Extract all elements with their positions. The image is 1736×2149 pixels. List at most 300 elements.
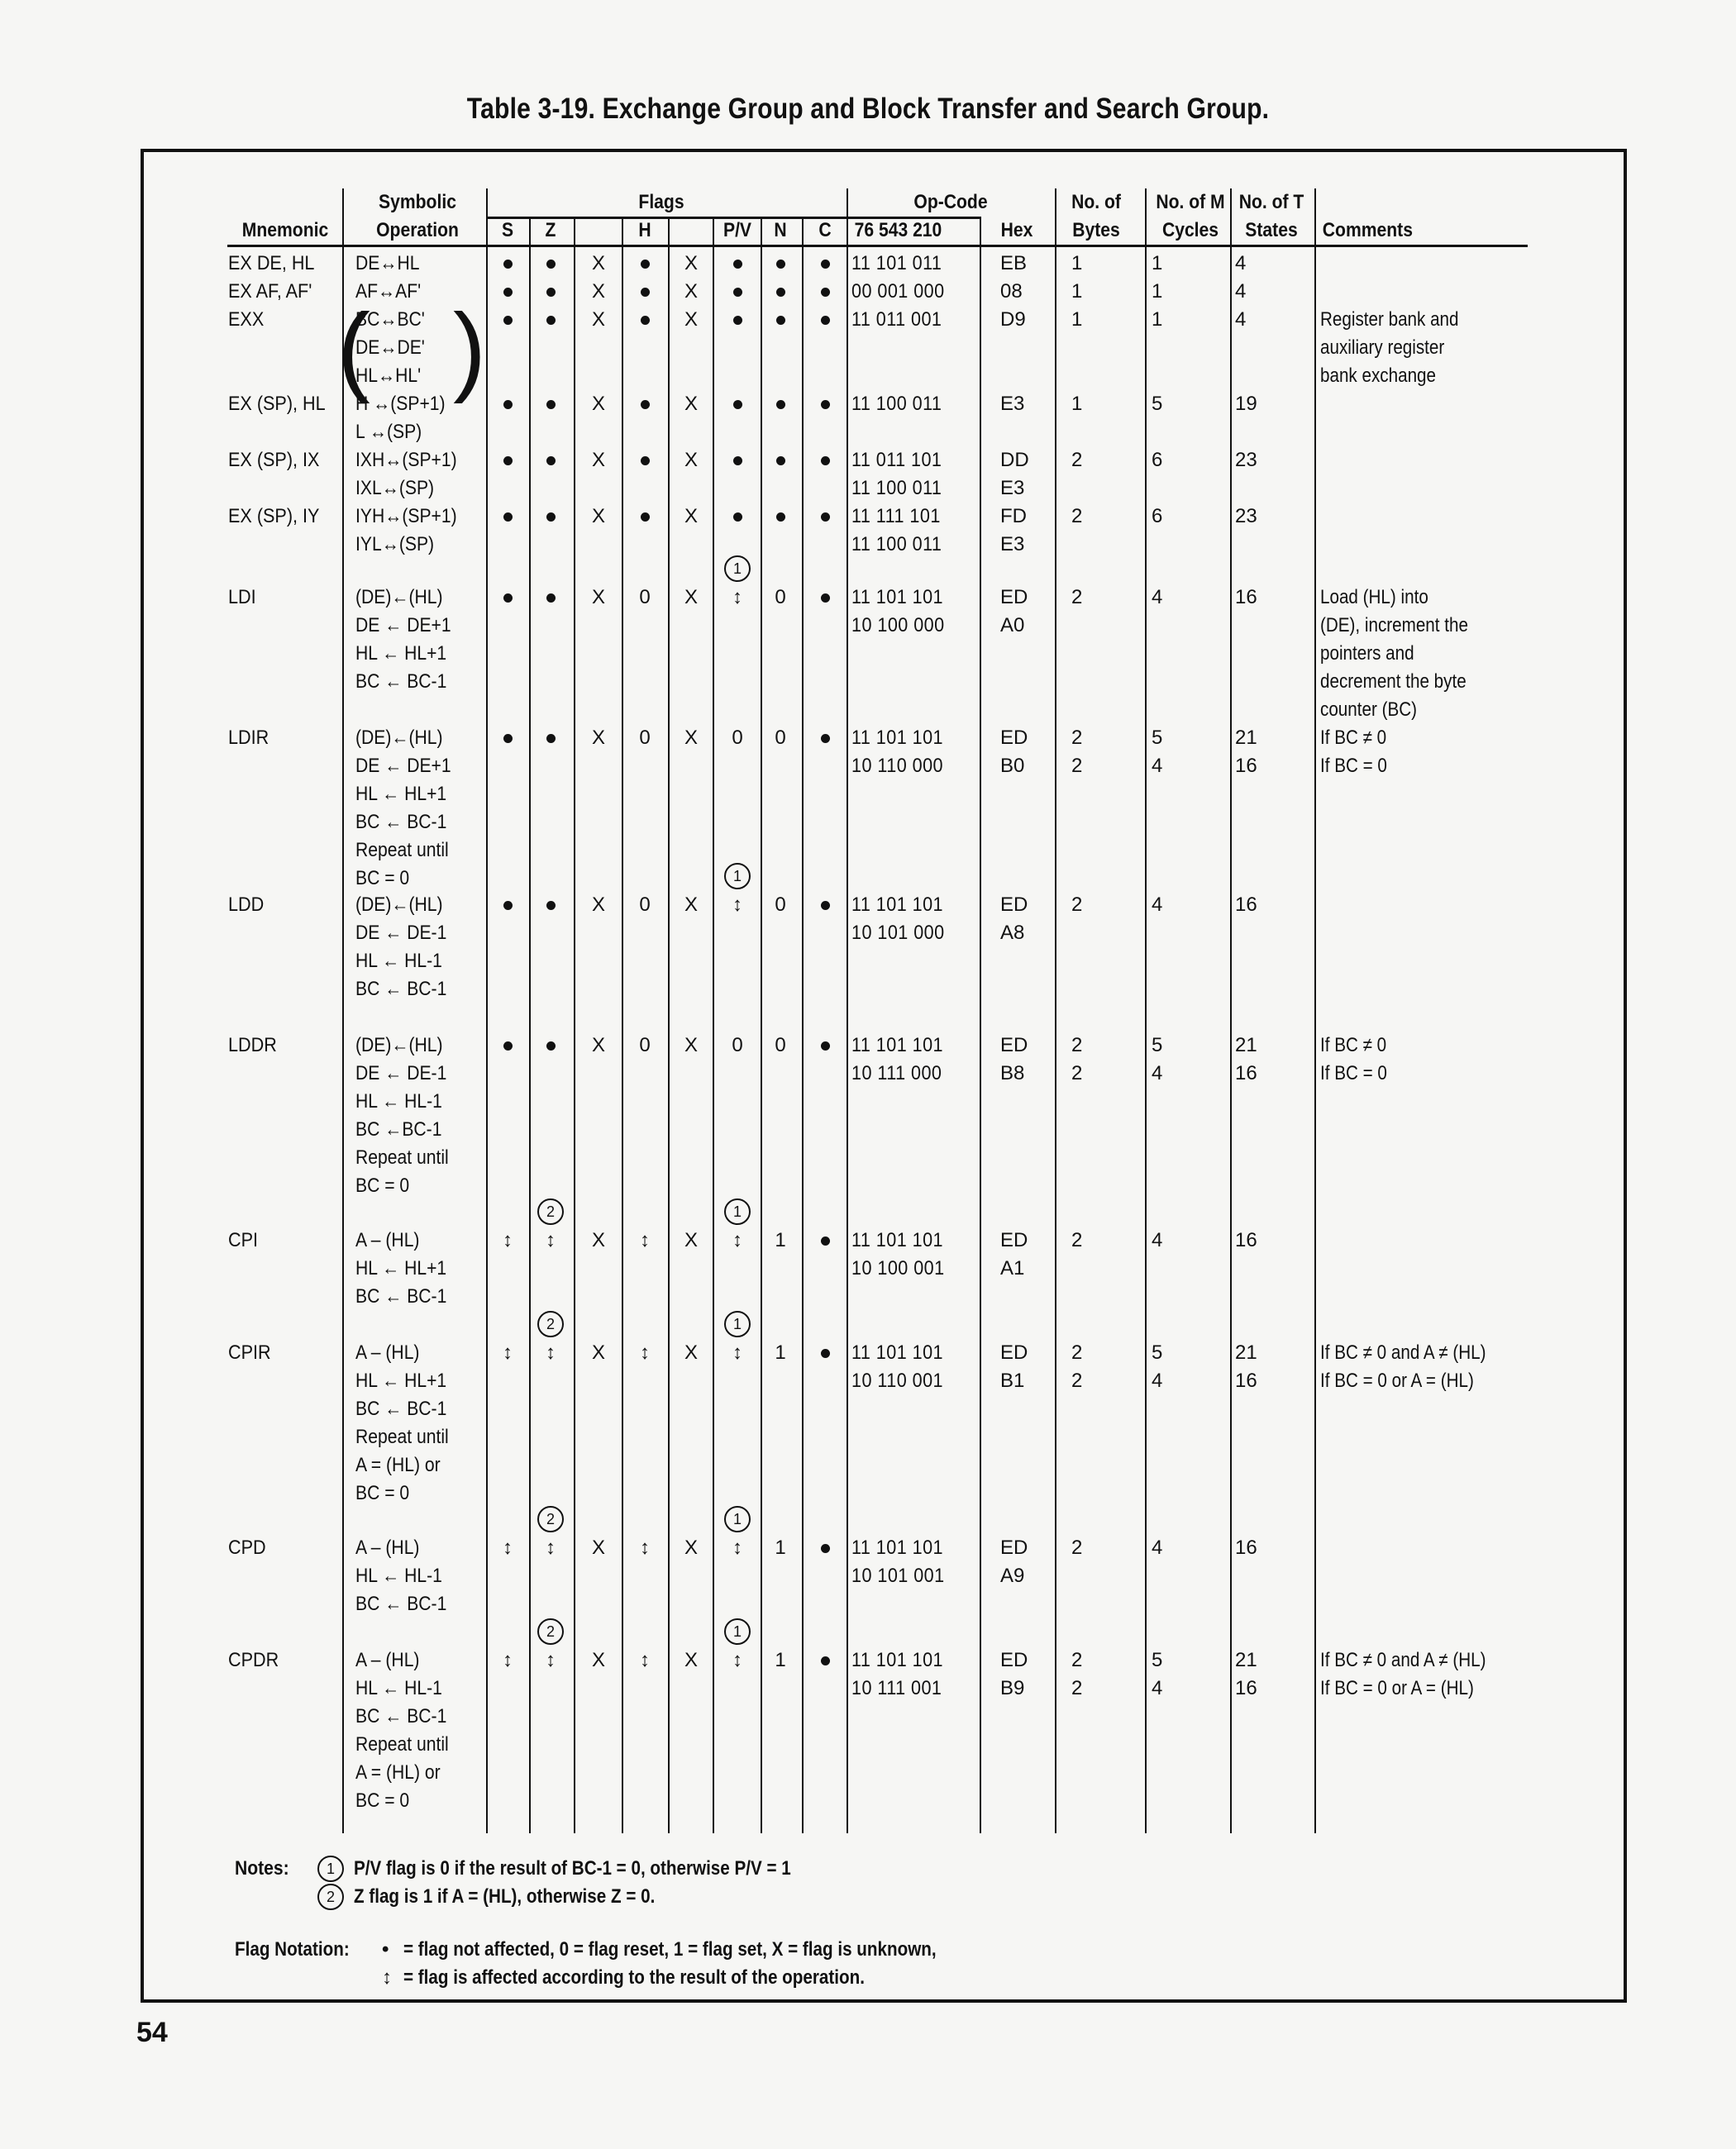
row-opcode-bits-line: 11 101 101 bbox=[851, 893, 944, 916]
row-hex-line: B0 bbox=[1000, 755, 1025, 777]
row-bytes-line: 2 bbox=[1071, 449, 1083, 471]
row-hex-line: 08 bbox=[1000, 280, 1023, 303]
row-flag-1: ↕ bbox=[546, 1649, 556, 1671]
row-tstates-line: 4 bbox=[1235, 252, 1247, 274]
row-operation-line: DE↔DE' bbox=[355, 336, 425, 359]
flag-dot-icon bbox=[546, 400, 556, 409]
row-operation-line: A – (HL) bbox=[355, 1537, 420, 1559]
flag-dot-icon bbox=[821, 593, 830, 603]
row-flag-4: X bbox=[684, 252, 698, 274]
row-operation-line: AF↔AF' bbox=[355, 280, 422, 303]
row-opcode-bits-line: 10 110 000 bbox=[851, 755, 944, 777]
row-hex bbox=[1000, 1032, 1028, 1088]
row-mnemonic: CPIR bbox=[228, 1341, 271, 1364]
flag-dot-icon bbox=[641, 260, 650, 269]
row-comments-line: If BC = 0 or A = (HL) bbox=[1320, 1370, 1474, 1392]
row-operation-line: Repeat until bbox=[355, 1733, 449, 1756]
row-flag-1 bbox=[532, 891, 569, 919]
table-title: Table 3-19. Exchange Group and Block Transfer and Search Group. bbox=[466, 93, 1270, 125]
flag-dot-icon bbox=[821, 734, 830, 743]
row-flag-6 bbox=[762, 390, 799, 418]
row-hex bbox=[1000, 724, 1028, 780]
row-comments-line: If BC = 0 bbox=[1320, 1062, 1387, 1084]
row-opcode-bits bbox=[851, 1534, 945, 1590]
grid-line-mcycles bbox=[1145, 188, 1147, 1833]
row-comments bbox=[1320, 306, 1459, 390]
row-opcode-bits bbox=[851, 390, 942, 418]
flag-dot-icon bbox=[821, 1349, 830, 1358]
row-flag-3: ↕ bbox=[640, 1537, 650, 1559]
row-operation-line: DE↔HL bbox=[355, 252, 420, 274]
row-operation bbox=[355, 503, 457, 559]
row-operation bbox=[355, 891, 446, 1003]
row-hex bbox=[1000, 1227, 1028, 1283]
row-flag-5: ↕ bbox=[732, 1341, 742, 1364]
header-flag-3: H bbox=[638, 219, 651, 241]
row-flag-4: X bbox=[684, 505, 698, 527]
row-flag-2: X bbox=[591, 586, 605, 608]
row-tstates bbox=[1235, 891, 1257, 919]
row-flag-6 bbox=[762, 250, 799, 278]
row-hex-line: B1 bbox=[1000, 1370, 1025, 1392]
row-tstates-line: 23 bbox=[1235, 449, 1257, 471]
row-operation-line: BC ← BC-1 bbox=[355, 1285, 447, 1308]
row-flag-2: X bbox=[591, 727, 605, 749]
row-opcode-bits bbox=[851, 891, 945, 947]
row-mcycles-line: 4 bbox=[1152, 1370, 1163, 1392]
row-flag-2: X bbox=[591, 308, 605, 331]
row-operation-line: A – (HL) bbox=[355, 1649, 420, 1671]
row-tstates bbox=[1235, 446, 1257, 474]
row-operation-line: L ↔(SP) bbox=[355, 421, 422, 443]
flag-dot-icon bbox=[821, 512, 830, 522]
row-opcode-bits-line: 11 011 001 bbox=[851, 308, 942, 331]
flag-dot-icon bbox=[641, 288, 650, 297]
header-mcycles-1: No. of M bbox=[1156, 191, 1225, 213]
flag-dot-icon bbox=[503, 316, 513, 325]
flag-dot-icon bbox=[503, 456, 513, 465]
row-flag-1 bbox=[532, 1032, 569, 1060]
row-pv-note-marker: 1 bbox=[724, 1618, 751, 1645]
row-flag-3: ↕ bbox=[640, 1229, 650, 1251]
row-operation-line: BC = 0 bbox=[355, 1482, 410, 1504]
row-flag-6 bbox=[762, 503, 799, 531]
row-flag-5 bbox=[719, 390, 756, 418]
flag-dot-icon bbox=[503, 593, 513, 603]
row-operation bbox=[355, 1646, 449, 1815]
row-bytes-line: 2 bbox=[1071, 1649, 1083, 1671]
row-mcycles-line: 5 bbox=[1152, 1034, 1163, 1056]
row-flag-5 bbox=[719, 250, 756, 278]
row-hex-line: B8 bbox=[1000, 1062, 1025, 1084]
row-operation-line: (DE)←(HL) bbox=[355, 1034, 443, 1056]
header-opcode: Op-Code bbox=[913, 191, 988, 213]
row-operation-line: HL ← HL+1 bbox=[355, 783, 447, 805]
flag-dot-icon bbox=[641, 456, 650, 465]
row-operation-line: HL ← HL+1 bbox=[355, 1370, 447, 1392]
row-bytes bbox=[1071, 724, 1082, 780]
row-pv-note-marker: 1 bbox=[724, 863, 751, 889]
row-comments-line: If BC ≠ 0 bbox=[1320, 1034, 1387, 1056]
row-bytes bbox=[1071, 278, 1082, 306]
row-opcode-bits-line: 11 101 101 bbox=[851, 1649, 944, 1671]
row-mcycles bbox=[1152, 724, 1162, 780]
row-tstates-line: 16 bbox=[1235, 586, 1257, 608]
row-flag-1 bbox=[532, 250, 569, 278]
flag-dot-icon bbox=[546, 734, 556, 743]
row-tstates-line: 21 bbox=[1235, 727, 1257, 749]
header-hex: Hex bbox=[1000, 219, 1033, 241]
flag-notation-updown-symbol: ↕ bbox=[382, 1966, 392, 1989]
row-hex-line: A1 bbox=[1000, 1257, 1025, 1279]
row-operation-line: Repeat until bbox=[355, 1146, 449, 1169]
row-pv-note-marker: 1 bbox=[724, 1311, 751, 1337]
row-mcycles-line: 4 bbox=[1152, 1537, 1163, 1559]
row-flag-5: ↕ bbox=[732, 1229, 742, 1251]
flag-dot-icon bbox=[641, 400, 650, 409]
row-flag-7 bbox=[807, 724, 843, 752]
row-comments bbox=[1320, 1646, 1486, 1703]
flag-dot-icon bbox=[503, 288, 513, 297]
flag-dot-icon bbox=[821, 288, 830, 297]
row-bytes bbox=[1071, 446, 1082, 474]
row-flag-4: X bbox=[684, 586, 698, 608]
flag-dot-icon bbox=[821, 316, 830, 325]
flag-dot-icon bbox=[821, 1237, 830, 1246]
grid-line-flag bbox=[713, 217, 714, 1833]
row-mnemonic: LDI bbox=[228, 586, 256, 608]
row-operation bbox=[355, 1227, 446, 1311]
row-mcycles-line: 1 bbox=[1152, 280, 1163, 303]
flag-dot-icon bbox=[503, 901, 513, 910]
row-comments-line: decrement the byte bbox=[1320, 670, 1467, 693]
row-bytes-line: 2 bbox=[1071, 727, 1083, 749]
row-mcycles-line: 5 bbox=[1152, 1649, 1163, 1671]
row-mnemonic: EX DE, HL bbox=[228, 252, 315, 274]
row-flag-6: 1 bbox=[775, 1537, 786, 1559]
row-flag-4: X bbox=[684, 727, 698, 749]
row-mnemonic: LDDR bbox=[228, 1034, 277, 1056]
row-comments-line: Load (HL) into bbox=[1320, 586, 1428, 608]
row-opcode-bits-line: 11 100 011 bbox=[851, 477, 942, 499]
row-opcode-bits bbox=[851, 503, 942, 559]
header-flag-0: S bbox=[501, 219, 514, 241]
row-operation bbox=[355, 584, 451, 696]
row-mcycles-line: 4 bbox=[1152, 1677, 1163, 1699]
flag-notation-line-1: = flag not affected, 0 = flag reset, 1 = flag set, X = flag is unknown, bbox=[403, 1938, 937, 1961]
row-opcode-bits bbox=[851, 1032, 943, 1088]
row-operation-line: (DE)←(HL) bbox=[355, 893, 443, 916]
row-bytes-line: 2 bbox=[1071, 1537, 1083, 1559]
flag-dot-icon bbox=[733, 260, 742, 269]
row-operation-line: BC ← BC-1 bbox=[355, 1593, 447, 1615]
header-flag-6: N bbox=[774, 219, 787, 241]
flag-notation-line-2: = flag is affected according to the result of the operation. bbox=[403, 1966, 865, 1989]
row-flag-7 bbox=[807, 891, 843, 919]
flag-dot-icon bbox=[546, 288, 556, 297]
grid-line-flag bbox=[574, 217, 575, 1833]
row-tstates bbox=[1235, 1032, 1257, 1088]
row-tstates-line: 16 bbox=[1235, 755, 1257, 777]
header-comments: Comments bbox=[1322, 219, 1413, 241]
header-opcode-bits: 76 543 210 bbox=[854, 219, 942, 241]
row-hex bbox=[1000, 1534, 1028, 1590]
grid-rule-header bbox=[227, 245, 1528, 247]
row-mcycles bbox=[1152, 250, 1162, 278]
row-flag-1 bbox=[532, 390, 569, 418]
row-hex-line: E3 bbox=[1000, 533, 1025, 555]
row-mnemonic: CPDR bbox=[228, 1649, 279, 1671]
row-comments-line: If BC ≠ 0 and A ≠ (HL) bbox=[1320, 1341, 1486, 1364]
row-mcycles bbox=[1152, 584, 1162, 612]
flag-dot-icon bbox=[546, 316, 556, 325]
row-mcycles-line: 4 bbox=[1152, 893, 1163, 916]
row-bytes bbox=[1071, 306, 1082, 334]
grid-line-flag bbox=[847, 188, 848, 1833]
row-flag-0: ↕ bbox=[503, 1229, 513, 1251]
row-z-note-marker: 2 bbox=[537, 1311, 564, 1337]
row-comments-line: If BC ≠ 0 and A ≠ (HL) bbox=[1320, 1649, 1486, 1671]
row-flag-2: X bbox=[591, 252, 605, 274]
grid-line-flag bbox=[529, 217, 531, 1833]
row-tstates-line: 4 bbox=[1235, 308, 1247, 331]
row-flag-0 bbox=[489, 446, 526, 474]
row-bytes bbox=[1071, 1534, 1082, 1562]
row-tstates-line: 16 bbox=[1235, 1229, 1257, 1251]
flag-notation-label: Flag Notation: bbox=[235, 1938, 350, 1961]
row-pv-note-marker: 1 bbox=[724, 555, 751, 582]
row-opcode-bits-line: 10 100 000 bbox=[851, 614, 945, 636]
row-mnemonic: CPD bbox=[228, 1537, 266, 1559]
row-operation-line: IXL↔(SP) bbox=[355, 477, 435, 499]
row-flag-3 bbox=[627, 446, 663, 474]
row-flag-7 bbox=[807, 306, 843, 334]
row-operation-line: BC ← BC-1 bbox=[355, 811, 447, 833]
row-tstates bbox=[1235, 1646, 1257, 1703]
row-mcycles-line: 1 bbox=[1152, 308, 1163, 331]
row-opcode-bits-line: 11 101 101 bbox=[851, 1229, 944, 1251]
grid-line-bytes bbox=[1055, 188, 1056, 1833]
row-operation-line: BC = 0 bbox=[355, 1175, 410, 1197]
flag-dot-icon bbox=[546, 456, 556, 465]
row-mcycles bbox=[1152, 1339, 1162, 1395]
row-tstates bbox=[1235, 306, 1246, 334]
row-comments-line: (DE), increment the bbox=[1320, 614, 1468, 636]
row-flag-1 bbox=[532, 584, 569, 612]
row-opcode-bits-line: 10 101 000 bbox=[851, 922, 945, 944]
row-operation-line: IYH↔(SP+1) bbox=[355, 505, 457, 527]
row-comments-line: bank exchange bbox=[1320, 365, 1437, 387]
row-mcycles-line: 6 bbox=[1152, 449, 1163, 471]
row-flag-2: X bbox=[591, 1537, 605, 1559]
row-tstates-line: 16 bbox=[1235, 1062, 1257, 1084]
row-flag-2: X bbox=[591, 893, 605, 916]
row-flag-6: 0 bbox=[775, 586, 786, 608]
row-hex bbox=[1000, 891, 1028, 947]
row-flag-1: ↕ bbox=[546, 1341, 556, 1364]
row-operation-line: A = (HL) or bbox=[355, 1761, 441, 1784]
flag-dot-icon bbox=[776, 456, 785, 465]
row-flag-5: ↕ bbox=[732, 1649, 742, 1671]
row-opcode-bits bbox=[851, 278, 945, 306]
flag-dot-icon bbox=[776, 288, 785, 297]
row-hex-line: E3 bbox=[1000, 477, 1025, 499]
row-flag-2: X bbox=[591, 449, 605, 471]
flag-dot-icon bbox=[821, 901, 830, 910]
row-tstates bbox=[1235, 724, 1257, 780]
row-tstates bbox=[1235, 1227, 1257, 1255]
row-tstates bbox=[1235, 1339, 1257, 1395]
row-mnemonic: LDD bbox=[228, 893, 265, 916]
header-mnemonic: Mnemonic bbox=[241, 219, 329, 241]
row-comments-line: If BC ≠ 0 bbox=[1320, 727, 1387, 749]
row-opcode-bits-line: 11 101 101 bbox=[851, 1341, 944, 1364]
row-opcode-bits-line: 11 101 011 bbox=[851, 252, 942, 274]
row-mcycles bbox=[1152, 503, 1162, 531]
row-flag-7 bbox=[807, 390, 843, 418]
row-operation bbox=[355, 1339, 449, 1508]
row-flag-4: X bbox=[684, 393, 698, 415]
row-flag-7 bbox=[807, 503, 843, 531]
row-bytes-line: 2 bbox=[1071, 1034, 1083, 1056]
row-mcycles bbox=[1152, 306, 1162, 334]
grid-line-flag bbox=[486, 188, 488, 1833]
row-operation-line: Repeat until bbox=[355, 1426, 449, 1448]
row-operation-line: HL ← HL-1 bbox=[355, 1090, 442, 1113]
row-opcode-bits-line: 10 111 000 bbox=[851, 1062, 942, 1084]
row-flag-0 bbox=[489, 278, 526, 306]
row-flag-4: X bbox=[684, 308, 698, 331]
row-hex-line: A0 bbox=[1000, 614, 1025, 636]
row-comments-line: auxiliary register bbox=[1320, 336, 1445, 359]
row-mcycles bbox=[1152, 1032, 1162, 1088]
row-flag-5 bbox=[719, 446, 756, 474]
row-flag-2: X bbox=[591, 505, 605, 527]
row-flag-4: X bbox=[684, 1229, 698, 1251]
flag-dot-icon bbox=[821, 1041, 830, 1051]
row-flag-6: 0 bbox=[775, 727, 786, 749]
row-flag-6: 1 bbox=[775, 1341, 786, 1364]
note-2-marker: 2 bbox=[317, 1884, 344, 1910]
flag-dot-icon bbox=[733, 400, 742, 409]
row-flag-5: 0 bbox=[732, 727, 743, 749]
row-hex-line: ED bbox=[1000, 586, 1028, 608]
row-flag-1: ↕ bbox=[546, 1229, 556, 1251]
row-bytes-line: 2 bbox=[1071, 755, 1083, 777]
flag-dot-icon bbox=[503, 1041, 513, 1051]
flag-dot-icon bbox=[503, 400, 513, 409]
row-flag-1: ↕ bbox=[546, 1537, 556, 1559]
row-operation-line: BC ← BC-1 bbox=[355, 670, 447, 693]
row-tstates-line: 16 bbox=[1235, 1537, 1257, 1559]
row-mcycles bbox=[1152, 1646, 1162, 1703]
row-operation-line: HL ← HL-1 bbox=[355, 950, 442, 972]
grid-rule-opcode bbox=[847, 217, 980, 219]
row-hex-line: EB bbox=[1000, 252, 1028, 274]
row-flag-6: 1 bbox=[775, 1229, 786, 1251]
flag-dot-icon bbox=[776, 316, 785, 325]
row-bytes bbox=[1071, 1339, 1082, 1395]
flag-dot-icon bbox=[821, 1656, 830, 1665]
row-operation-line: BC↔BC' bbox=[355, 308, 425, 331]
row-bytes-line: 2 bbox=[1071, 1677, 1083, 1699]
notes-label: Notes: bbox=[235, 1857, 289, 1880]
row-flag-3: 0 bbox=[639, 1034, 651, 1056]
row-operation-line: BC = 0 bbox=[355, 1789, 410, 1812]
row-flag-3 bbox=[627, 250, 663, 278]
row-opcode-bits bbox=[851, 1339, 943, 1395]
row-comments bbox=[1320, 1339, 1486, 1395]
row-opcode-bits-line: 00 001 000 bbox=[851, 280, 945, 303]
row-flag-3 bbox=[627, 306, 663, 334]
row-hex bbox=[1000, 584, 1028, 640]
row-flag-4: X bbox=[684, 1649, 698, 1671]
row-hex-line: ED bbox=[1000, 1341, 1028, 1364]
flag-dot-icon bbox=[546, 1041, 556, 1051]
row-z-note-marker: 2 bbox=[537, 1618, 564, 1645]
row-flag-7 bbox=[807, 1534, 843, 1562]
row-mcycles bbox=[1152, 278, 1162, 306]
row-flag-1 bbox=[532, 446, 569, 474]
row-flag-4: X bbox=[684, 1034, 698, 1056]
row-flag-7 bbox=[807, 1032, 843, 1060]
row-flag-0 bbox=[489, 584, 526, 612]
row-flag-5 bbox=[719, 306, 756, 334]
row-flag-7 bbox=[807, 446, 843, 474]
row-mcycles-line: 4 bbox=[1152, 586, 1163, 608]
row-opcode-bits bbox=[851, 306, 942, 334]
flag-dot-icon bbox=[546, 260, 556, 269]
row-comments-line: If BC = 0 or A = (HL) bbox=[1320, 1677, 1474, 1699]
flag-dot-icon bbox=[546, 901, 556, 910]
row-comments-line: counter (BC) bbox=[1320, 698, 1418, 721]
row-bytes-line: 1 bbox=[1071, 252, 1083, 274]
row-opcode-bits-line: 11 101 101 bbox=[851, 1034, 944, 1056]
row-operation-line: IXH↔(SP+1) bbox=[355, 449, 457, 471]
flag-dot-icon bbox=[503, 734, 513, 743]
row-opcode-bits-line: 11 101 101 bbox=[851, 1537, 944, 1559]
row-flag-1 bbox=[532, 724, 569, 752]
row-operation-line: Repeat until bbox=[355, 839, 449, 861]
flag-dot-icon bbox=[821, 456, 830, 465]
row-opcode-bits-line: 11 011 101 bbox=[851, 449, 942, 471]
row-mcycles bbox=[1152, 446, 1162, 474]
row-flag-6: 1 bbox=[775, 1649, 786, 1671]
page-number: 54 bbox=[136, 2017, 168, 2048]
grid-line-comments bbox=[1314, 188, 1316, 1833]
row-bytes-line: 2 bbox=[1071, 893, 1083, 916]
row-operation bbox=[355, 1534, 446, 1618]
row-hex-line: A8 bbox=[1000, 922, 1025, 944]
row-tstates-line: 21 bbox=[1235, 1649, 1257, 1671]
row-bytes-line: 2 bbox=[1071, 1370, 1083, 1392]
row-bytes bbox=[1071, 1227, 1082, 1255]
row-hex bbox=[1000, 1646, 1028, 1703]
row-mnemonic: EXX bbox=[228, 308, 265, 331]
flag-dot-icon bbox=[776, 512, 785, 522]
row-flag-0: ↕ bbox=[503, 1649, 513, 1671]
grid-rule-flags bbox=[486, 217, 847, 219]
row-flag-0: ↕ bbox=[503, 1537, 513, 1559]
flag-dot-icon bbox=[546, 512, 556, 522]
row-mcycles-line: 5 bbox=[1152, 1341, 1163, 1364]
row-flag-0 bbox=[489, 390, 526, 418]
grid-line-hex bbox=[980, 217, 981, 1833]
row-tstates bbox=[1235, 584, 1257, 612]
flag-dot-icon bbox=[821, 1544, 830, 1553]
row-tstates bbox=[1235, 390, 1257, 418]
row-flag-5 bbox=[719, 278, 756, 306]
